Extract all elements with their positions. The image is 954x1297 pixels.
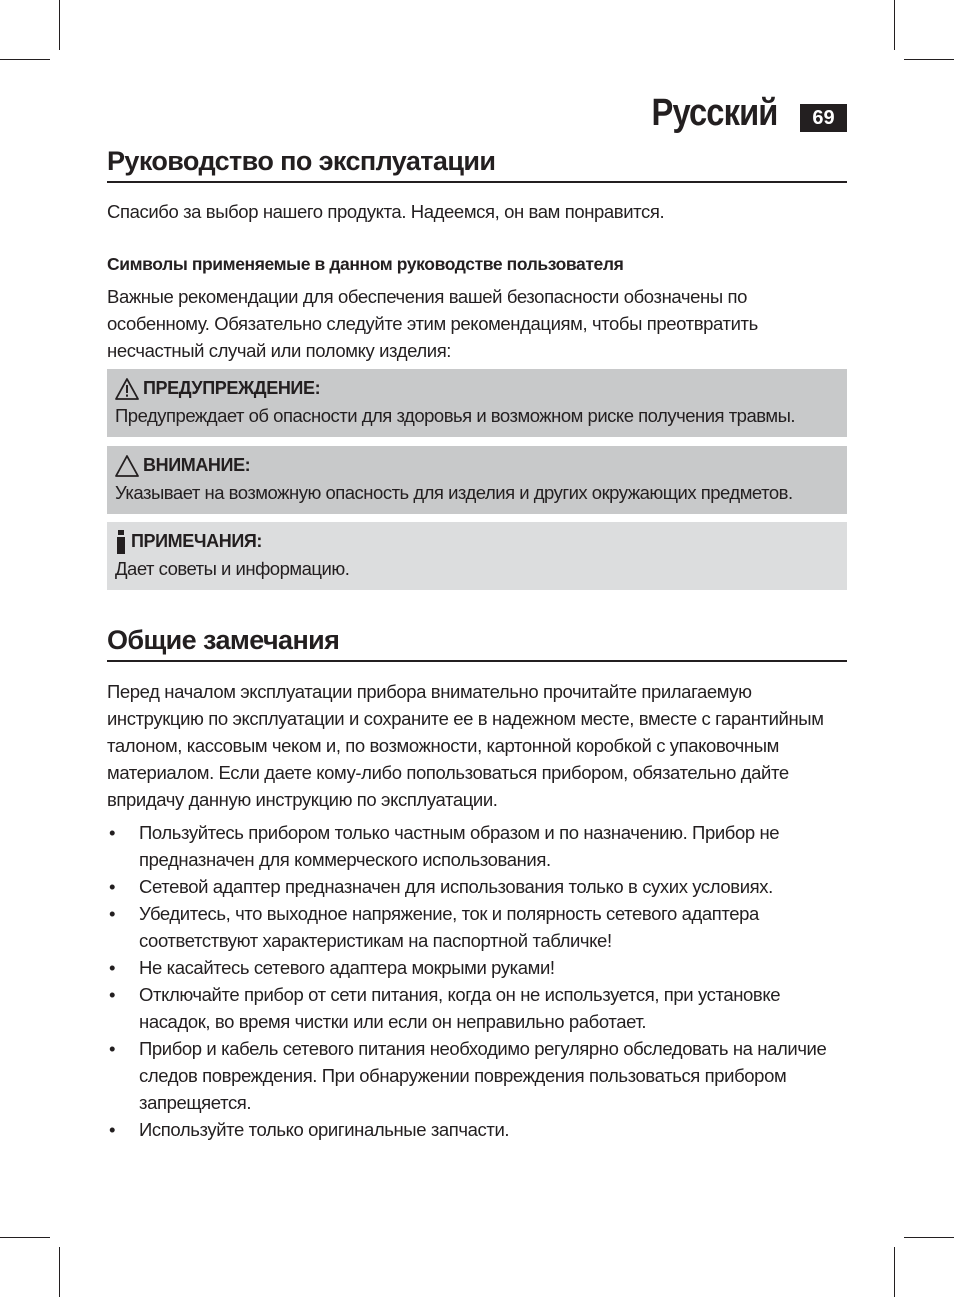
list-item xyxy=(107,873,847,900)
info-notice xyxy=(107,522,847,590)
list-item-text: Не касайтесь сетевого адаптера мокрыми руками! xyxy=(139,957,555,978)
bullet-mark: • xyxy=(109,903,116,924)
warning-triangle-icon xyxy=(115,378,139,400)
caution-triangle-icon xyxy=(115,455,139,477)
info-notice-header xyxy=(115,528,839,555)
info-icon xyxy=(115,530,127,554)
bullet-mark: • xyxy=(109,822,116,843)
bullet-mark: • xyxy=(109,957,116,978)
caution-notice-header xyxy=(115,452,839,479)
warning-notice-title: ПРЕДУПРЕЖДЕНИЕ: xyxy=(143,378,321,398)
list-item-text: Используйте только оригинальные запчасти. xyxy=(139,1119,510,1140)
list-item xyxy=(107,954,847,981)
crop-mark-top-left-h xyxy=(0,59,50,60)
general-intro-text: Перед началом эксплуатации прибора внимательно прочитайте прилагаемую инструкцию по эксплуатации и сохраните ее в надежном месте, вместе с гарантийным талоном, кассовым чеком и, по возможности, картонной коробкой с упаковочным материалом. Если даете кому-либо попользоваться прибором, обязательно дайте впридачу данную инструкцию по эксплуатации. xyxy=(107,681,824,810)
intro-text: Спасибо за выбор нашего продукта. Надеемся, он вам понравится. xyxy=(107,201,665,222)
list-item xyxy=(107,1116,847,1143)
symbols-text: Важные рекомендации для обеспечения вашей безопасности обозначены по особенному. Обязательно следуйте этим рекомендациям, чтобы преотвратить несчастный случай или поломку изделия: xyxy=(107,286,758,361)
list-item xyxy=(107,1035,847,1116)
list-item xyxy=(107,900,847,954)
list-item xyxy=(107,981,847,1035)
list-item-text: Прибор и кабель сетевого питания необходимо регулярно обследовать на наличие следов повреждения. При обнаружении повреждения пользоваться прибором запрещяется. xyxy=(139,1038,827,1113)
caution-notice-title: ВНИМАНИЕ: xyxy=(143,455,251,475)
warning-notice-header xyxy=(115,375,839,402)
info-notice-text: Дает советы и информацию. xyxy=(115,558,350,579)
warning-notice xyxy=(107,369,847,437)
section-title-manual: Руководство по эксплуатации xyxy=(107,146,847,183)
language-title: Русский xyxy=(651,92,778,134)
page-number: 69 xyxy=(800,104,847,132)
crop-mark-top-right-h xyxy=(904,59,954,60)
list-item-text: Сетевой адаптер предназначен для использования только в сухих условиях. xyxy=(139,876,773,897)
list-item-text: Отключайте прибор от сети питания, когда он не используется, при установке насадок, во время чистки или если он неправильно работает. xyxy=(139,984,781,1032)
crop-mark-bottom-right-v xyxy=(894,1247,895,1297)
crop-mark-bottom-right-h xyxy=(904,1237,954,1238)
bullet-mark: • xyxy=(109,984,116,1005)
info-notice-title: ПРИМЕЧАНИЯ: xyxy=(131,531,262,551)
list-item-text: Убедитесь, что выходное напряжение, ток и полярность сетевого адаптера соответствуют характеристикам на паспортной табличке! xyxy=(139,903,759,951)
list-item-text: Пользуйтесь прибором только частным образом и по назначению. Прибор не предназначен для коммерческого использования. xyxy=(139,822,780,870)
bullet-mark: • xyxy=(109,876,116,897)
caution-notice-text: Указывает на возможную опасность для изделия и других окружающих предметов. xyxy=(115,482,793,503)
bullet-mark: • xyxy=(109,1038,116,1059)
safety-bullet-list xyxy=(107,819,847,1143)
bullet-mark: • xyxy=(109,1119,116,1140)
symbols-subtitle: Символы применяемые в данном руководстве пользователя xyxy=(107,254,624,274)
crop-mark-top-right-v xyxy=(894,0,895,50)
warning-notice-text: Предупреждает об опасности для здоровья и возможном риске получения травмы. xyxy=(115,405,796,426)
caution-notice xyxy=(107,446,847,514)
section-title-general: Общие замечания xyxy=(107,625,847,662)
list-item xyxy=(107,819,847,873)
crop-mark-bottom-left-h xyxy=(0,1237,50,1238)
crop-mark-bottom-left-v xyxy=(59,1247,60,1297)
crop-mark-top-left-v xyxy=(59,0,60,50)
